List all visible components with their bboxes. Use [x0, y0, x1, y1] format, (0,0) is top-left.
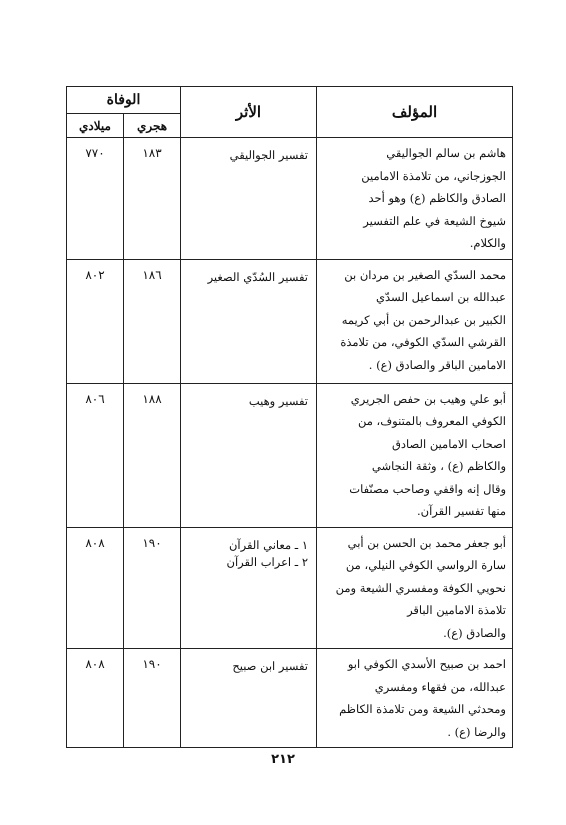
author-line: احمد بن صبيح الأسدي الكوفي ابو: [347, 657, 506, 671]
hijri-cell: ١٩٠: [124, 649, 181, 748]
hijri-cell: ١٨٦: [124, 259, 181, 383]
author-line: الكبير بن عبدالرحمن بن أبي كريمه: [341, 312, 506, 327]
page-number: ٢١٢: [271, 752, 295, 767]
author-line: أبو جعفر محمد بن الحسن بن أبي: [347, 535, 506, 550]
gregorian-cell: ٧٧٠: [67, 138, 124, 260]
table-row: [67, 138, 513, 260]
work-cell: [181, 649, 317, 748]
author-cell: [317, 259, 513, 383]
gregorian-cell: ٨٠٨: [67, 649, 124, 748]
author-line: الجوزجاني، من تلامذة الامامين: [361, 168, 506, 183]
table-row: [67, 383, 513, 527]
author-line: ومحدثي الشيعة ومن تلامذة الكاظم: [339, 702, 506, 716]
author-line: شيوخ الشيعة في علم التفسير: [363, 213, 506, 228]
author-line: والكاظم (ع) ، وثقة النجاشي: [371, 459, 506, 473]
hijri-cell: ١٨٣: [124, 138, 181, 260]
work-cell: [181, 527, 317, 649]
author-line: نحويي الكوفة ومفسري الشيعة ومن: [335, 580, 506, 595]
work-title: تفسير وهيب: [248, 393, 308, 408]
header-gregorian: ميلادي: [67, 114, 124, 138]
author-line: أبو علي وهيب بن حفص الجريري: [350, 391, 506, 406]
gregorian-cell: ٨٠٦: [67, 383, 124, 527]
table-row: [67, 259, 513, 383]
hijri-cell: ١٨٨: [124, 383, 181, 527]
header-hijri: هجري: [124, 114, 181, 138]
header-author: المؤلف: [317, 87, 513, 138]
gregorian-cell: ٨٠٢: [67, 259, 124, 383]
author-line: الكوفي المعروف بالمتنوف، من: [357, 414, 506, 428]
gregorian-cell: ٨٠٨: [67, 527, 124, 649]
work-title: ٢ ـ اعراب القرآن: [226, 554, 308, 569]
author-cell: [317, 527, 513, 649]
author-line: منها تفسير القرآن.: [417, 504, 506, 518]
authors-table: [66, 86, 513, 748]
header-death: الوفاة: [67, 87, 181, 114]
author-line: والصادق (ع).: [443, 625, 506, 640]
author-line: والكلام.: [469, 236, 506, 250]
table-row: [67, 649, 513, 748]
author-line: اصحاب الامامين الصادق: [391, 436, 506, 451]
table-row: [67, 527, 513, 649]
work-cell: [181, 259, 317, 383]
author-line: سارة الرواسي الكوفي النيلي، من: [345, 558, 506, 572]
work-title: تفسير الجواليقي: [229, 148, 308, 162]
header-work: الأثر: [181, 87, 317, 138]
author-line: هاشم بن سالم الجواليقي: [386, 146, 506, 160]
author-line: محمد السدّي الصغير بن مردان بن: [344, 267, 506, 282]
work-title: تفسير ابن صبيح: [232, 659, 308, 673]
author-line: الامامين الباقر والصادق (ع) .: [368, 357, 506, 372]
author-line: تلامذة الامامين الباقر: [407, 603, 506, 617]
hijri-cell: ١٩٠: [124, 527, 181, 649]
author-line: القرشي السدّي الكوفي، من تلامذة: [340, 335, 506, 349]
author-cell: [317, 649, 513, 748]
work-title: ١ ـ معاني القرآن: [228, 537, 308, 552]
author-cell: [317, 138, 513, 260]
work-cell: [181, 383, 317, 527]
author-line: عبدالله، من فقهاء ومفسري: [374, 679, 506, 694]
author-line: وقال إنه واقفي وصاحب مصنّفات: [349, 481, 506, 496]
author-line: الصادق والكاظم (ع) وهو أحد: [368, 191, 506, 205]
work-title: تفسير السُدّي الصغير: [207, 269, 308, 284]
author-line: عبدالله بن اسماعيل السدّي: [376, 290, 506, 304]
author-cell: [317, 383, 513, 527]
work-cell: [181, 138, 317, 260]
author-line: والرضا (ع) .: [447, 724, 506, 739]
